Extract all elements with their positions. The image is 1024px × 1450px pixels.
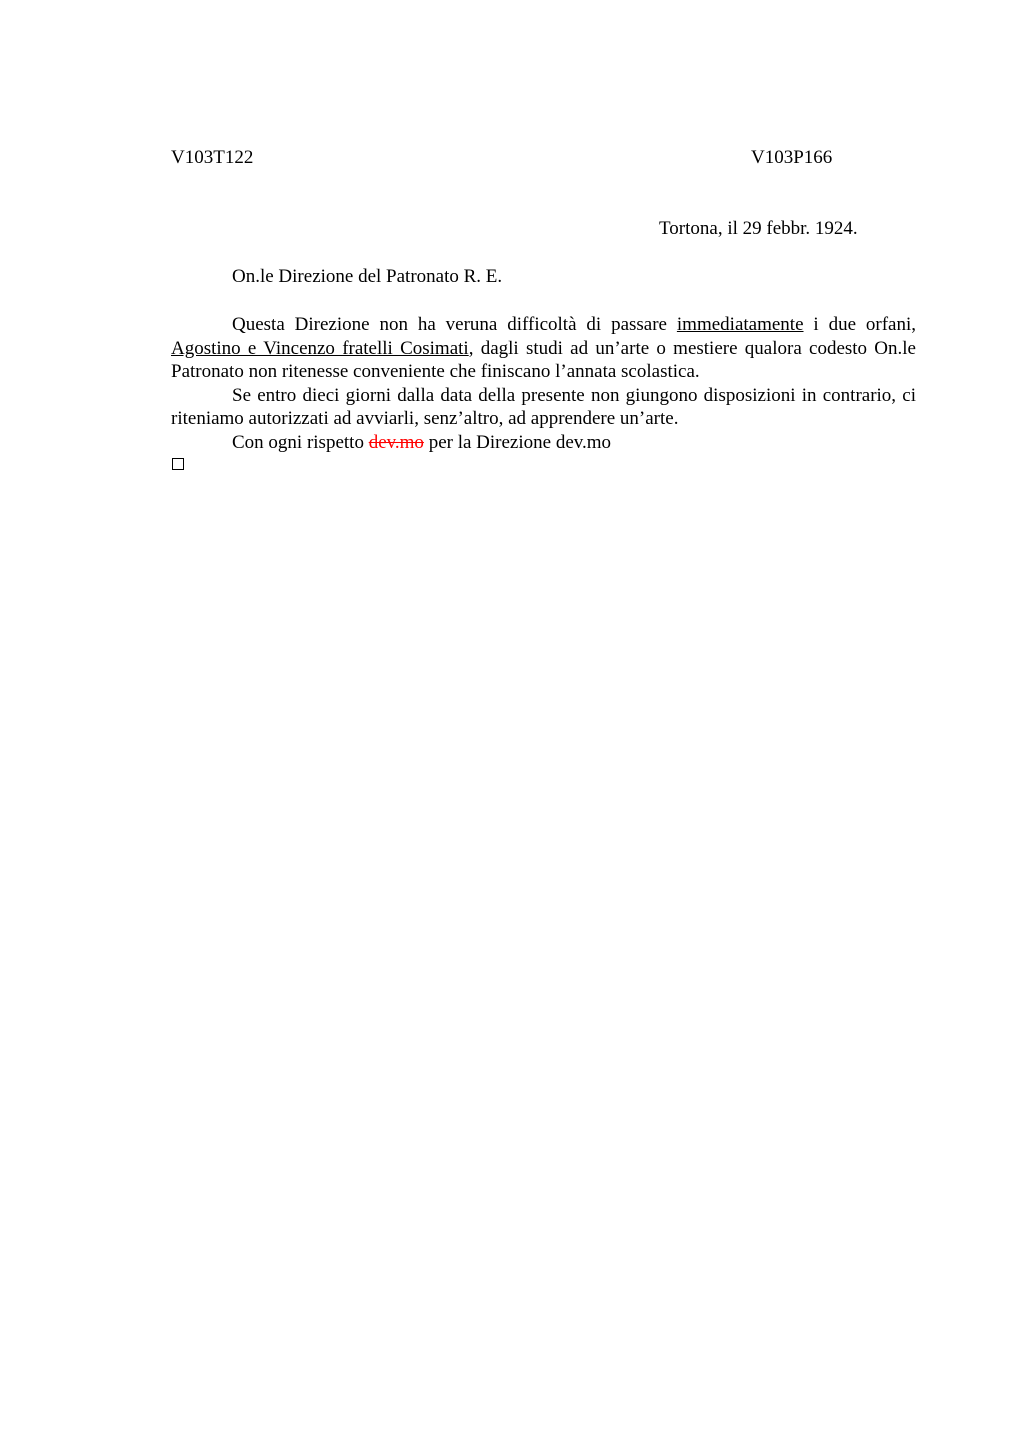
paragraph-1 [171, 313, 916, 384]
underlined-orphan-names: Agostino e Vincenzo fratelli Cosimati [171, 337, 469, 359]
struck-deletion: dev.mo [368, 431, 424, 453]
document-ref-right: V103P166 [751, 147, 833, 168]
paragraph-1-text-c: , dagli studi ad un’arte o mestiere qualora codesto On.le Patronato non ritenesse conveniente che finiscano l’annata scolastica. [171, 337, 916, 382]
paragraph-1-text-a: Questa Direzione non ha veruna difficoltà di passare [232, 314, 677, 335]
document-ref-left: V103T122 [171, 147, 254, 168]
underlined-immediately: immediatamente [676, 314, 804, 335]
closing-text-a: Con ogni rispetto [232, 431, 369, 453]
closing-text-b: per la Direzione dev.mo [423, 431, 612, 453]
letter-salutation: On.le Direzione del Patronato R. E. [232, 266, 503, 287]
paragraph-2: Se entro dieci giorni dalla data della presente non giungono disposizioni in contrario, ci riteniamo autorizzati ad avviarli, senz’altro, ad apprendere un’arte. [171, 384, 916, 429]
closing-line [171, 431, 916, 455]
paragraph-1-text-b: i due orfani, [803, 314, 917, 335]
letter-date: Tortona, il 29 febbr. 1924. [659, 218, 858, 239]
checkbox-square-icon [172, 458, 184, 470]
letter-body [171, 313, 916, 454]
